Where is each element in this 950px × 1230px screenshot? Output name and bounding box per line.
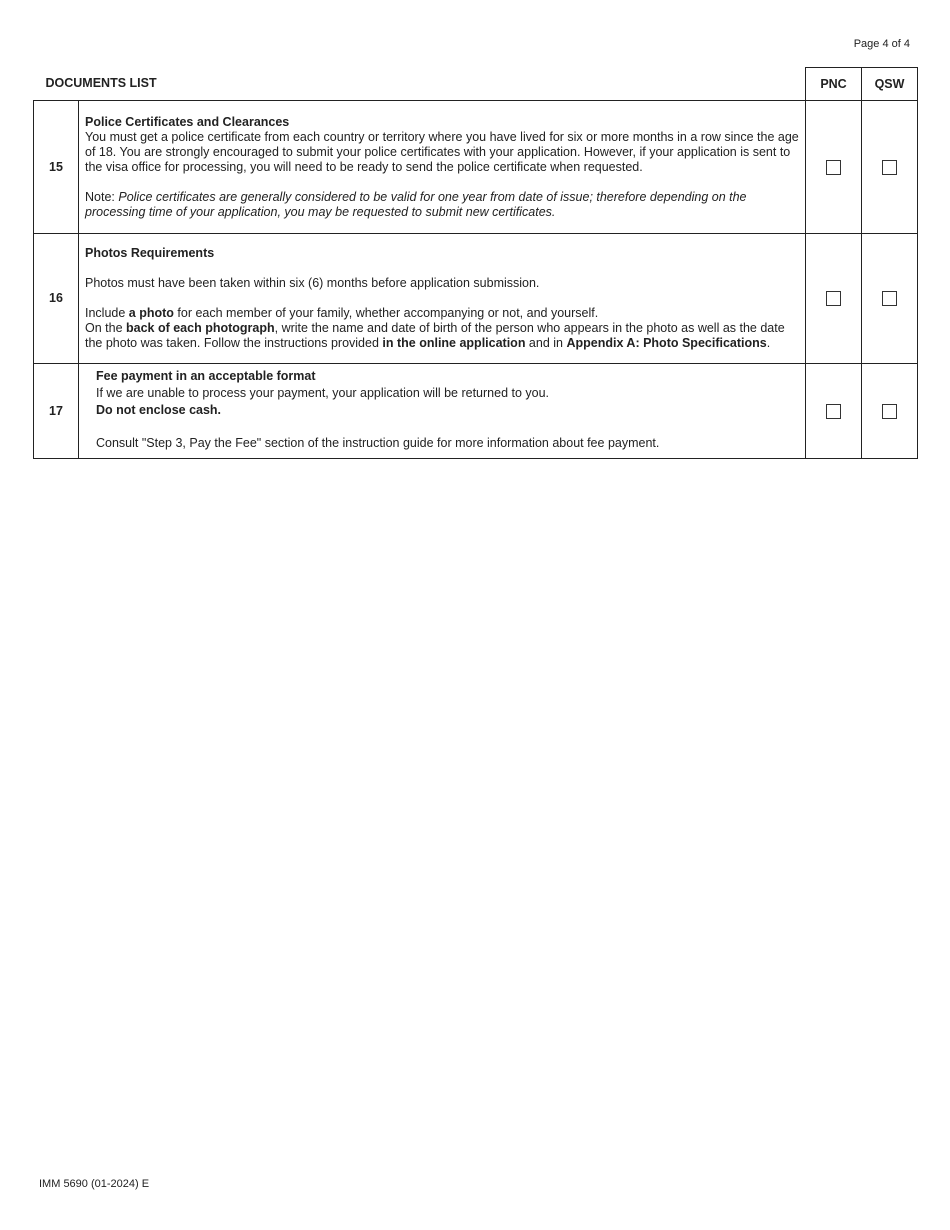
qsw-checkbox[interactable] [882,404,897,419]
text-run: On the [85,321,126,335]
pnc-check-cell [806,234,862,364]
table-row [34,101,918,234]
text-run-bold: in the online application [382,336,526,350]
table-row [34,234,918,364]
table-header-row [34,68,918,101]
row-heading: Fee payment in an acceptable format [96,369,316,383]
row-content [79,234,806,364]
documents-list-title: DOCUMENTS LIST [34,68,806,101]
documents-list-table [33,67,918,459]
pnc-check-cell [806,364,862,459]
row-line: Consult "Step 3, Pay the Fee" section of the instruction guide for more information about fee payment. [96,436,660,450]
qsw-check-cell [862,364,918,459]
row-line: Photos must have been taken within six (6) months before application submission. [85,276,540,290]
form-code: IMM 5690 (01-2024) E [39,1178,150,1190]
row-line: Do not enclose cash. [96,403,222,417]
text-run-bold: back of each photograph [126,321,275,335]
text-run: and in [525,336,567,350]
qsw-check-cell [862,101,918,234]
table-row [34,364,918,459]
row-line: If we are unable to process your payment, your application will be returned to you. [96,386,550,400]
pnc-checkbox[interactable] [826,160,841,175]
row-number: 16 [34,234,79,364]
row-content [79,364,806,459]
pnc-column-header: PNC [806,68,862,101]
qsw-column-header: QSW [862,68,918,101]
row-number: 15 [34,101,79,234]
row-note [85,190,799,220]
row-body: You must get a police certificate from each country or territory where you have lived for six or more months in a row since the age of 18. You are strongly encouraged to submit your police certificates with your application. However, if your application is sent to the visa office for processing, you will need to be ready to send the police certificate when requested. [85,129,799,174]
qsw-checkbox[interactable] [882,291,897,306]
row-line [85,306,799,321]
note-text: Police certificates are generally considered to be valid for one year from date of issue; therefore depending on the processing time of your application, you may be requested to submit new certificates. [85,189,747,219]
text-run-bold: Appendix A: Photo Specifications [566,336,767,350]
text-run-bold: a photo [128,306,174,320]
row-number: 17 [34,364,79,459]
qsw-checkbox[interactable] [882,160,897,175]
pnc-check-cell [806,101,862,234]
pnc-checkbox[interactable] [826,291,841,306]
qsw-check-cell [862,234,918,364]
page-number: Page 4 of 4 [853,38,910,50]
row-heading: Photos Requirements [85,246,215,260]
pnc-checkbox[interactable] [826,404,841,419]
row-line [85,321,799,351]
row-content [79,101,806,234]
text-run: . [766,336,771,350]
text-run: for each member of your family, whether accompanying or not, and yourself. [173,306,599,320]
text-run: , write the name and date of birth of the person who appears in the photo as well as the date the photo was taken. Follow the instructions provided [85,321,785,350]
note-label: Note: [85,189,119,204]
text-run: Include [85,306,129,320]
row-heading: Police Certificates and Clearances [85,114,290,129]
